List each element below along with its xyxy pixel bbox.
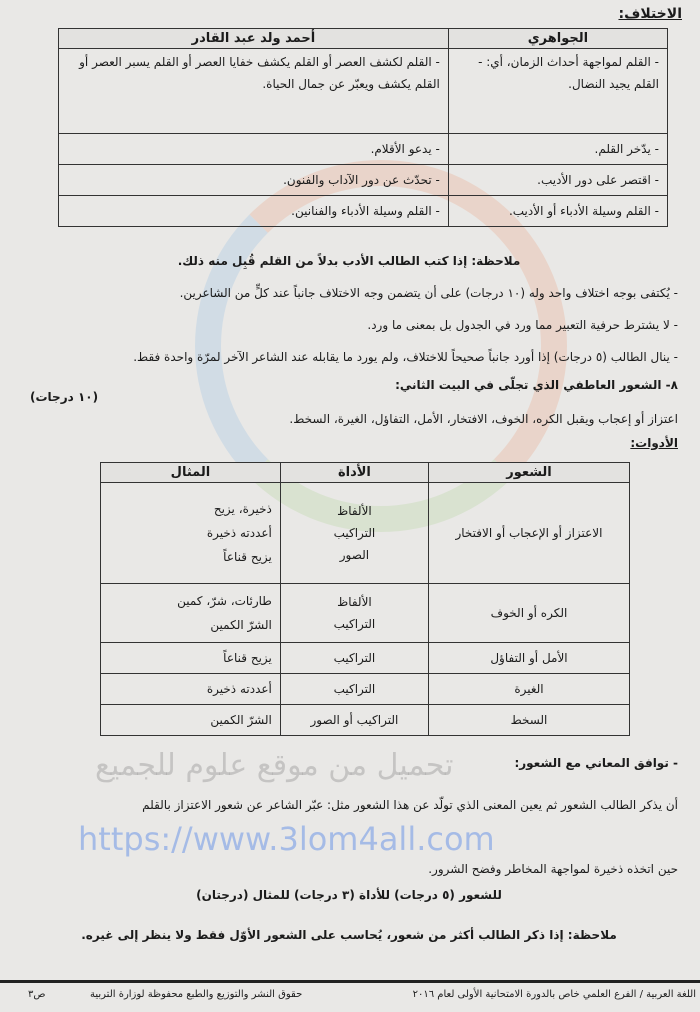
harmony-heading: - توافق المعاني مع الشعور: bbox=[514, 756, 678, 770]
feeling-4: الغيرة bbox=[428, 674, 629, 705]
header-tool: الأداة bbox=[280, 463, 428, 483]
tools-heading: الأدوات: bbox=[630, 436, 678, 450]
cell-jawahiri-4: - القلم وسيلة الأدباء أو الأديب. bbox=[448, 196, 667, 227]
feeling-5: السخط bbox=[428, 705, 629, 736]
page-footer bbox=[0, 980, 700, 1009]
harmony-text-1: أن يذكر الطالب الشعور ثم يعين المعنى الذي تولّد عن هذا الشعور مثل: عبّر الشاعر عن شعور الاعتزاز بالقلم bbox=[142, 798, 678, 812]
tool-item: التراكيب bbox=[333, 617, 376, 631]
question-8-title: ٨- الشعور العاطفي الذي تجلّى في البيت الثاني: bbox=[395, 378, 678, 392]
example-item: ذخيرة، يزيح bbox=[213, 502, 272, 516]
tools-5: التراكيب أو الصور bbox=[280, 705, 428, 736]
note-1: ملاحظة: إذا كتب الطالب الأدب بدلاً من القلم قُبِل منه ذلك. bbox=[177, 254, 521, 268]
question-8-marks: (١٠ درجات) bbox=[30, 390, 99, 404]
example-item: أعددته ذخيرة bbox=[206, 526, 272, 540]
tools-1 bbox=[280, 483, 428, 584]
feeling-1: الاعتزاز أو الإعجاب أو الافتخار bbox=[428, 483, 629, 584]
cell-ahmed-1: - القلم لكشف العصر أو القلم يكشف خفايا العصر أو القلم يسبر العصر أو القلم يكشف ويعبّر عن جمال الحياة. bbox=[59, 49, 449, 134]
tools-table bbox=[100, 462, 630, 736]
harmony-text-2: حين اتخذه ذخيرة لمواجهة المخاطر وفضح الشرور. bbox=[428, 862, 678, 876]
tool-item: الألفاظ bbox=[337, 595, 372, 609]
header-feeling: الشعور bbox=[428, 463, 629, 483]
cell-ahmed-4: - القلم وسيلة الأدباء والفنانين. bbox=[59, 196, 449, 227]
examples-4: أعددته ذخيرة bbox=[101, 674, 281, 705]
example-item: يزيح قناعاً bbox=[223, 550, 272, 564]
feeling-3: الأمل أو التفاؤل bbox=[428, 643, 629, 674]
header-ahmed: أحمد ولد عبد القادر bbox=[59, 29, 449, 49]
difference-table bbox=[58, 28, 668, 227]
note-2: ملاحظة: إذا ذكر الطالب أكثر من شعور، يُحاسب على الشعور الأوّل فقط ولا ينظر إلى غيره. bbox=[81, 928, 617, 942]
bullet-1: - يُكتفى بوجه اختلاف واحد وله (١٠ درجات) على أن يتضمن وجه الاختلاف جانباً عند كلٍّ من الشاعرين. bbox=[179, 286, 678, 300]
tool-item: التراكيب bbox=[333, 526, 376, 540]
grading-scheme: للشعور (٥ درجات) للأداة (٣ درجات) للمثال (درجتان) bbox=[196, 888, 502, 902]
tool-item: الألفاظ bbox=[337, 504, 372, 518]
tool-item: الصور bbox=[339, 548, 370, 562]
header-example: المثال bbox=[101, 463, 281, 483]
header-jawahiri: الجواهري bbox=[448, 29, 667, 49]
bullet-3: - ينال الطالب (٥ درجات) إذا أورد جانباً صحيحاً للاختلاف، ولم يورد ما يقابله عند الشاعر الآخر لمرّة واحدة فقط. bbox=[133, 350, 678, 364]
cell-jawahiri-3: - اقتصر على دور الأديب. bbox=[448, 165, 667, 196]
cell-ahmed-3: - تحدّث عن دور الآداب والفنون. bbox=[59, 165, 449, 196]
tools-4: التراكيب bbox=[280, 674, 428, 705]
examples-2 bbox=[101, 584, 281, 643]
footer-exam-info: اللغة العربية / الفرع العلمي خاص بالدورة الامتحانية الأولى لعام ٢٠١٦ bbox=[412, 989, 696, 1000]
cell-jawahiri-2: - يدّخر القلم. bbox=[448, 134, 667, 165]
feeling-2: الكره أو الخوف bbox=[428, 584, 629, 643]
emotions-list: اعتزاز أو إعجاب ويقبل الكره، الخوف، الافتخار، الأمل، التفاؤل، الغيرة، السخط. bbox=[289, 412, 678, 426]
cell-ahmed-2: - يدعو الأقلام. bbox=[59, 134, 449, 165]
examples-5: الشرّ الكمين bbox=[101, 705, 281, 736]
example-item: الشرّ الكمين bbox=[210, 618, 272, 632]
watermark-url-link[interactable]: https://www.3lom4all.com bbox=[78, 820, 495, 858]
example-item: طارئات، شرّ، كمين bbox=[177, 594, 272, 608]
examples-3: يزيح قناعاً bbox=[101, 643, 281, 674]
bullet-2: - لا يشترط حرفية التعبير مما ورد في الجدول بل بمعنى ما ورد. bbox=[367, 318, 678, 332]
section-heading: الاختلاف: bbox=[618, 6, 682, 22]
examples-1 bbox=[101, 483, 281, 584]
tools-3: التراكيب bbox=[280, 643, 428, 674]
watermark-text: تحميل من موقع علوم للجميع bbox=[95, 748, 454, 783]
tools-2 bbox=[280, 584, 428, 643]
footer-copyright: حقوق النشر والتوزيع والطبع محفوظة لوزارة التربية bbox=[90, 989, 303, 1000]
footer-page-number: ص٣ bbox=[28, 989, 46, 1000]
cell-jawahiri-1: - القلم لمواجهة أحداث الزمان، أي: - القلم يجيد النضال. bbox=[448, 49, 667, 134]
